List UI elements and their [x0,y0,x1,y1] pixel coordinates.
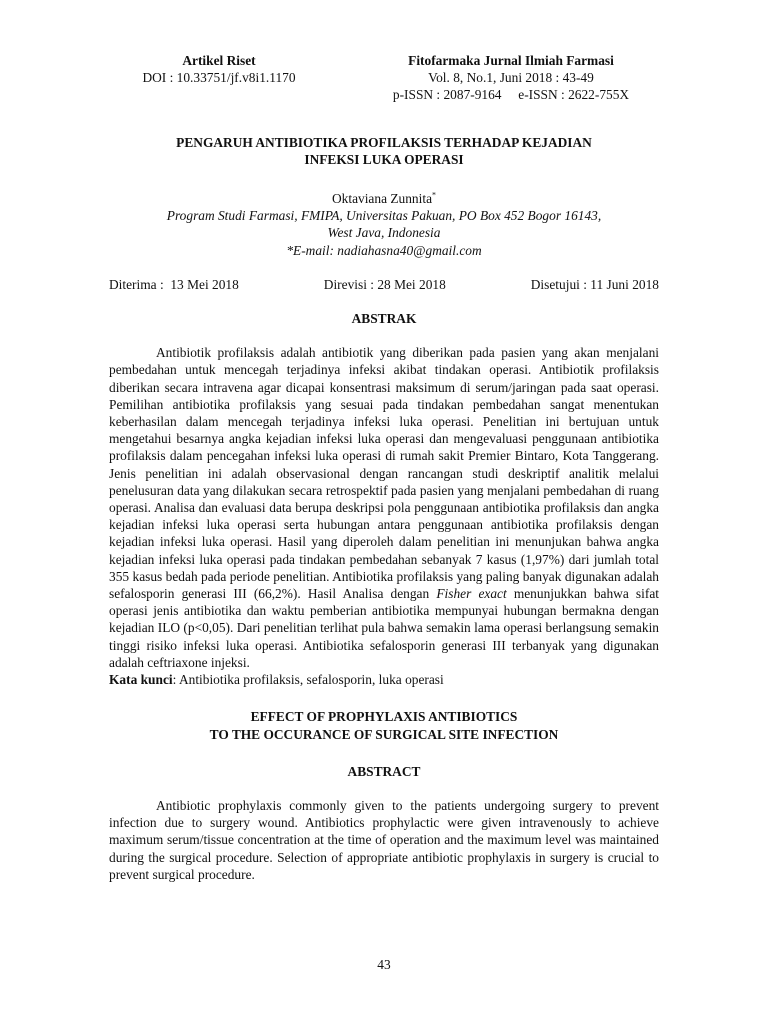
page-number: 43 [377,957,391,972]
keywords-text: : Antibiotika profilaksis, sefalosporin, luka operasi [172,672,444,688]
author-name: Oktaviana Zunnita [331,191,433,207]
issn-info: p-ISSN : 2087-9164 e-ISSN : 2622-755X [392,87,630,103]
english-title-line-2: TO THE OCCURANCE OF SURGICAL SITE INFECTION [209,726,559,742]
article-page [109,52,659,883]
abstrak-paragraph [109,344,659,671]
affiliation-line-1: Program Studi Farmasi, FMIPA, Universitas Pakuan, PO Box 452 Bogor 16143, [166,208,602,224]
english-title [109,708,659,742]
english-title-line-1: EFFECT OF PROPHYLAXIS ANTIBIOTICS [250,709,518,725]
article-type-label: Artikel Riset [182,53,256,68]
title-line-1: PENGARUH ANTIBIOTIKA PROFILAKSIS TERHADAP KEJADIAN [176,134,592,150]
header-left [109,52,329,104]
date-accepted: Disetujui : 11 Juni 2018 [530,276,659,292]
keywords-label: Kata kunci [109,672,173,688]
journal-name: Fitofarmaka Jurnal Ilmiah Farmasi [408,53,614,68]
author-line [109,190,659,207]
abstrak-text-1: Antibiotik profilaksis adalah antibiotik yang diberikan pada pasien yang akan menjalani pembedahan untuk mencegah terjadinya infeksi akibat tindakan operasi. Antibiotik profilaksis diberikan secara intravena agar dicapai konsentrasi maksimum di serum/jaringan pada saat operasi. Pemilihan antibiotika profilaksis yang sesuai pada tindakan pembedahan sangat menentukan keberhasilan dalam mencegah terjadinya infeksi luka operasi. Penelitian ini bertujuan untuk mengetahui besarnya angka kejadian infeksi luka operasi dan mengevaluasi penggunaan antibiotika profilaksis dalam pencegahan infeksi luka operasi di rumah sakit Premier Bintaro, Kota Tanggerang. Jenis penelitian ini adalah observasional dengan rancangan studi deskriptif analitik melalui penelusuran data yang dilakukan secara retrospektif pada pasien yang menjalani pembedahan di ruang operasi. Analisa dan evaluasi data berupa deskripsi pola penggunaan antibiotika profilaksis dan angka kejadian infeksi luka operasi serta hubungan antara penggunaan antibiotika profilaksis dengan kejadian infeksi luka operasi. Hasil yang diperoleh dalam penelitian ini menunjukan bahwa angka kejadian infeksi luka operasi pada tindakan pembedahan sebanyak 7 kasus (1,97%) dari jumlah total 355 kasus bedah pada periode penelitian. Antibiotika profilaksis yang paling banyak digunakan adalah sefalosporin generasi III (66,2%). Hasil Analisa dengan [109,345,659,602]
abstrak-heading: ABSTRAK [351,311,417,327]
article-header [109,52,659,104]
author-mark: * [432,190,437,200]
affiliation-line-2: West Java, Indonesia [327,225,441,241]
abstract-paragraph: Antibiotic prophylaxis commonly given to the patients undergoing surgery to prevent infection due to surgery wound. Antibiotics prophylactic were given intravenously to achieve maximum serum/tissue concentration at the time of operation and the maximum level was maintained during the surgical procedure. Selection of appropriate antibiotic prophylaxis in surgery is crucial to prevent surgical procedure. [109,797,659,882]
keywords-line [109,671,659,688]
date-received: Diterima : 13 Mei 2018 [109,276,239,292]
article-dates [109,276,659,293]
title-line-2: INFEKSI LUKA OPERASI [304,151,464,167]
author-email: *E-mail: nadiahasna40@gmail.com [286,242,482,258]
abstrak-italic-term: Fisher exact [436,586,507,602]
doi-text: DOI : 10.33751/jf.v8i1.1170 [142,70,296,86]
affiliation [109,207,659,259]
article-title [109,134,659,168]
abstract-heading: ABSTRACT [347,763,421,779]
header-right [363,52,659,104]
date-revised: Direvisi : 28 Mei 2018 [323,276,446,292]
abstrak-text-2: menunjukkan bahwa sifat operasi jenis antibiotika dan waktu pemberian antibiotika mempunyai hubungan bermakna dengan kejadian ILO (p<0,05). Dari penelitian terlihat pula bahwa semakin lama operasi berlangsung semakin tinggi risiko infeksi luka operasi. Antibiotika sefalosporin generasi III terbanyak yang digunakan adalah ceftriaxone injeksi. [109,586,659,670]
volume-info: Vol. 8, No.1, Juni 2018 : 43-49 [428,70,594,86]
